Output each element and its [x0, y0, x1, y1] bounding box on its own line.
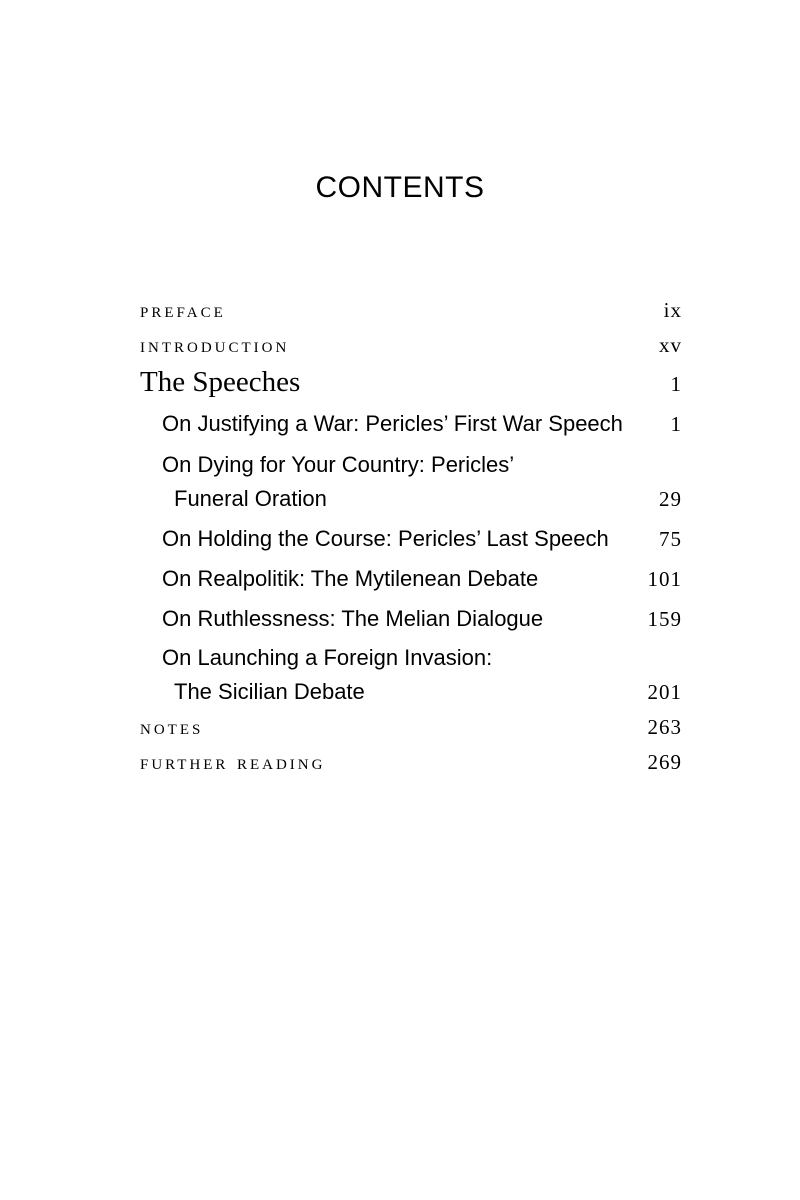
page-title: CONTENTS — [315, 171, 485, 204]
toc-entry-sicilian-debate-line1 — [140, 645, 682, 671]
toc-entry-funeral-oration-line2 — [140, 486, 682, 512]
toc-entry-page: 201 — [647, 680, 682, 704]
toc-entry-page: 75 — [659, 527, 682, 551]
toc-entry-last-speech — [140, 526, 682, 552]
toc-entry-preface — [140, 297, 682, 323]
toc-entry-melian-dialogue — [140, 606, 682, 632]
toc-entry-page: xv — [659, 333, 682, 357]
toc-entry-notes — [140, 714, 682, 740]
toc-part-label: The Speeches — [140, 366, 301, 398]
toc-entry-label: On Launching a Foreign Invasion: — [162, 645, 493, 670]
toc-entry-page: 29 — [659, 487, 682, 511]
toc-entry-label: Funeral Oration — [174, 486, 327, 511]
toc-entry-label: On Holding the Course: Pericles’ Last Speech — [162, 526, 609, 551]
toc-entry-page: 263 — [647, 715, 682, 739]
toc-entry-page: 101 — [647, 567, 682, 591]
toc-entry-label: The Sicilian Debate — [174, 679, 365, 704]
toc-entry-further-reading — [140, 749, 682, 775]
toc-part-the-speeches — [140, 366, 682, 399]
toc-entry-page: 1 — [670, 412, 682, 436]
toc-entry-sicilian-debate-line2 — [140, 679, 682, 705]
toc-entry-label: On Realpolitik: The Mytilenean Debate — [162, 566, 539, 591]
toc-entry-mytilenean-debate — [140, 566, 682, 592]
toc-entry-label: On Ruthlessness: The Melian Dialogue — [162, 606, 544, 631]
toc-entry-page: ix — [663, 298, 682, 322]
toc-entry-page: 159 — [647, 607, 682, 631]
toc-entry-page: 1 — [670, 372, 682, 396]
toc-entry-label: On Justifying a War: Pericles’ First War Speech — [162, 411, 623, 436]
toc-entry-label: preface — [140, 297, 226, 322]
toc-entry-page: 269 — [647, 750, 682, 774]
toc-entry-first-war-speech — [140, 411, 682, 437]
toc-entry-funeral-oration-line1 — [140, 452, 682, 478]
toc-entry-label: notes — [140, 714, 204, 739]
toc-entry-introduction — [140, 332, 682, 358]
toc-entry-label: further reading — [140, 749, 326, 774]
toc-entry-label: On Dying for Your Country: Pericles’ — [162, 452, 515, 477]
toc-entry-label: introduction — [140, 332, 290, 357]
